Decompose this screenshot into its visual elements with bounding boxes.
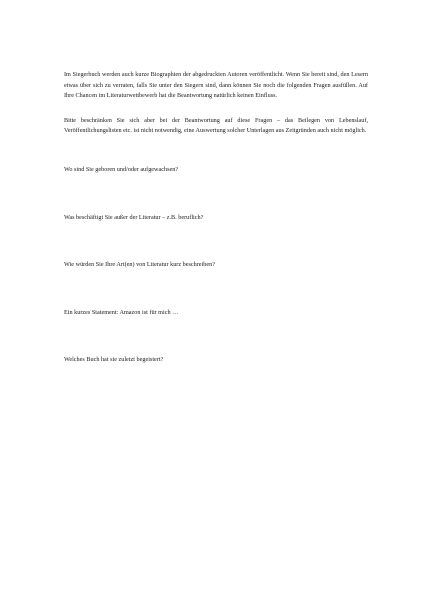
question-birthplace: Wo sind Sie geboren und/oder aufgewachsen?	[64, 165, 179, 173]
document-body	[64, 70, 368, 366]
question-last-book: Welches Buch hat sie zuletzt begeistert?	[64, 356, 164, 364]
question-occupation: Was beschäftigt Sie außer der Literatur – z.B. beruflich?	[64, 213, 204, 221]
note-paragraph: Bitte beschränken Sie sich aber bei der Beantwortung auf diese Fragen – das Beilegen von Lebenslauf, Veröffentlichungslisten etc. ist nicht notwendig, eine Auswertung solcher Unterlagen aus Zeitgründen auch nicht möglich.	[64, 116, 368, 135]
question-amazon-statement: Ein kurzes Statement: Amazon ist für mich …	[64, 308, 179, 316]
intro-paragraph: Im Siegerbuch werden auch kurze Biographien der abgedruckten Autoren veröffentlicht. Wenn Sie bereit sind, den Lesern etwas über sich zu verraten, falls Sie unter den Siegern sind, dann können Sie noch die folgenden Fragen ausfüllen. Auf Ihre Chancen im Literaturwettbewerb hat die Beantwortung natürlich keinen Einfluss.	[64, 71, 368, 100]
question-literature-style: Wie würden Sie Ihre Art(en) von Literatur kurz beschreiben?	[64, 261, 215, 269]
